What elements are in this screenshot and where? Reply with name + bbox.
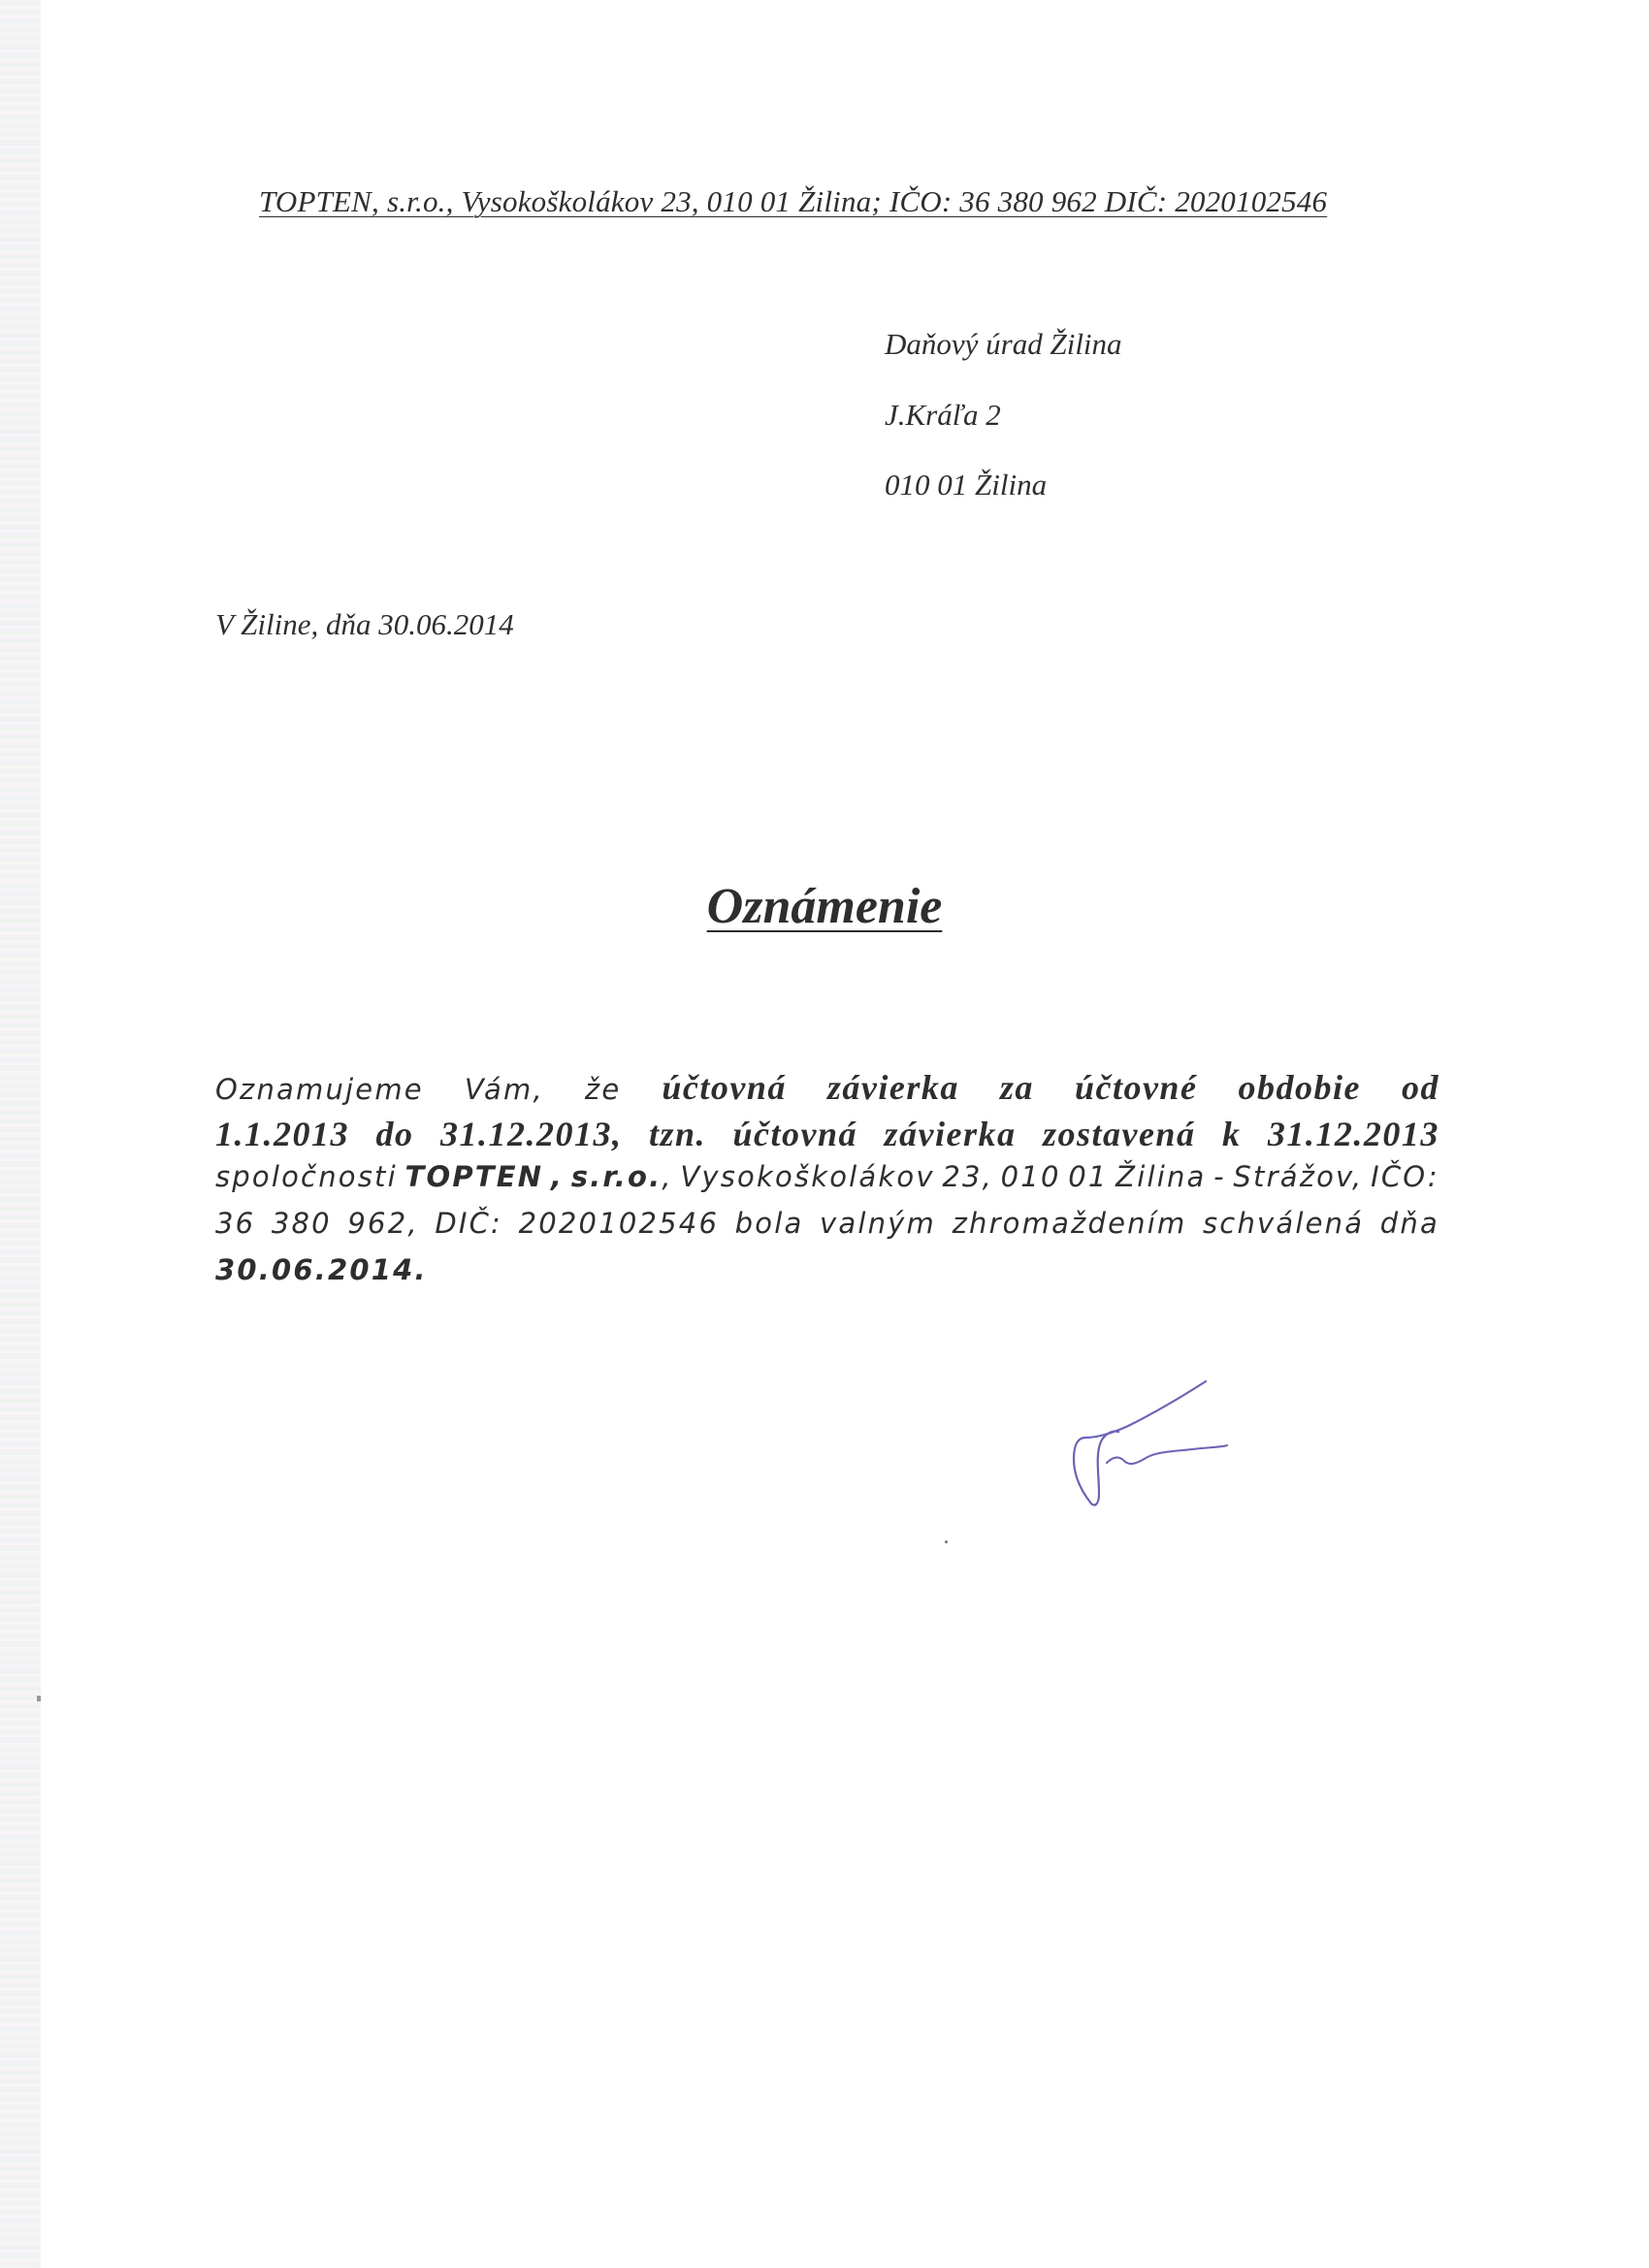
approval-date-bold: 30.06.2014. (215, 1253, 428, 1286)
body-word: tzn. (648, 1115, 706, 1153)
signature-stroke-main (1074, 1381, 1206, 1506)
body-word: 31.12.2013 (1267, 1115, 1439, 1153)
body-word: 380 (271, 1207, 332, 1240)
body-word: Oznamujeme (215, 1073, 424, 1106)
body-word: dňa (1379, 1207, 1439, 1240)
body-word: 36 (215, 1207, 256, 1240)
body-line-4 (215, 1207, 1439, 1253)
body-line-2 (215, 1114, 1439, 1160)
place-and-date: V Žiline, dňa 30.06.2014 (215, 607, 514, 641)
body-word: schválená (1202, 1207, 1365, 1240)
body-word (215, 1253, 428, 1286)
body-word: Žilina (1116, 1160, 1207, 1193)
body-word: k (1221, 1115, 1242, 1153)
company-form-bold: s.r.o. (570, 1160, 663, 1193)
body-word: 1.1.2013 (215, 1115, 349, 1153)
body-word: 010 (1000, 1160, 1061, 1193)
body-word: Vysokoškolákov (680, 1160, 935, 1193)
company-header: TOPTEN, s.r.o., Vysokoškolákov 23, 010 01 Žilina; IČO: 36 380 962 DIČ: 2020102546 (259, 184, 1328, 218)
body-word: závierka (884, 1115, 1017, 1153)
scan-edge-mark (37, 1696, 41, 1701)
body-word: zostavená (1042, 1115, 1196, 1153)
body-word: Vám, (464, 1073, 544, 1106)
body-line-1 (215, 1067, 1439, 1114)
body-word: obdobie (1238, 1068, 1361, 1107)
body-line-3 (215, 1160, 1439, 1207)
body-word: - (1213, 1160, 1226, 1193)
recipient-city: 010 01 Žilina (885, 468, 1048, 502)
body-word: DIČ: (435, 1207, 503, 1240)
body-word: 23, (942, 1160, 994, 1193)
body-word: spoločnosti (215, 1160, 398, 1193)
body-word: za (999, 1068, 1034, 1107)
body-word: od (1401, 1068, 1439, 1107)
scan-dot (945, 1540, 948, 1543)
body-word: bola (734, 1207, 804, 1240)
body-word: valným (820, 1207, 936, 1240)
body-word: 01 (1068, 1160, 1109, 1193)
body-line-5 (215, 1253, 1439, 1300)
body-word: účtovná (662, 1068, 787, 1107)
body-word (404, 1160, 543, 1193)
handwritten-signature (1062, 1377, 1266, 1533)
body-word: IČO: (1371, 1160, 1439, 1193)
body-word: účtovná (732, 1115, 857, 1153)
body-word: 2020102546 (518, 1207, 720, 1240)
document-title-text: Oznámenie (706, 879, 943, 934)
body-word: Strážov, (1233, 1160, 1364, 1193)
body-word: že (584, 1073, 622, 1106)
body-word: do (375, 1115, 414, 1153)
comma-bold: , (550, 1160, 565, 1193)
body-word: 962, (347, 1207, 419, 1240)
body-word: účtovné (1074, 1068, 1198, 1107)
document-title (0, 878, 1649, 935)
company-name-bold: TOPTEN (404, 1160, 544, 1193)
signature-stroke-tail (1107, 1445, 1227, 1464)
body-word: 31.12.2013, (439, 1115, 623, 1153)
body-word (551, 1160, 564, 1193)
recipient-name: Daňový úrad Žilina (885, 327, 1122, 361)
announcement-body (215, 1067, 1439, 1300)
body-word: závierka (826, 1068, 959, 1107)
recipient-street: J.Kráľa 2 (885, 398, 1001, 432)
scan-edge-artifact (0, 0, 41, 2268)
body-word (571, 1160, 673, 1193)
body-word: zhromaždením (952, 1207, 1187, 1240)
comma: , (662, 1160, 673, 1193)
